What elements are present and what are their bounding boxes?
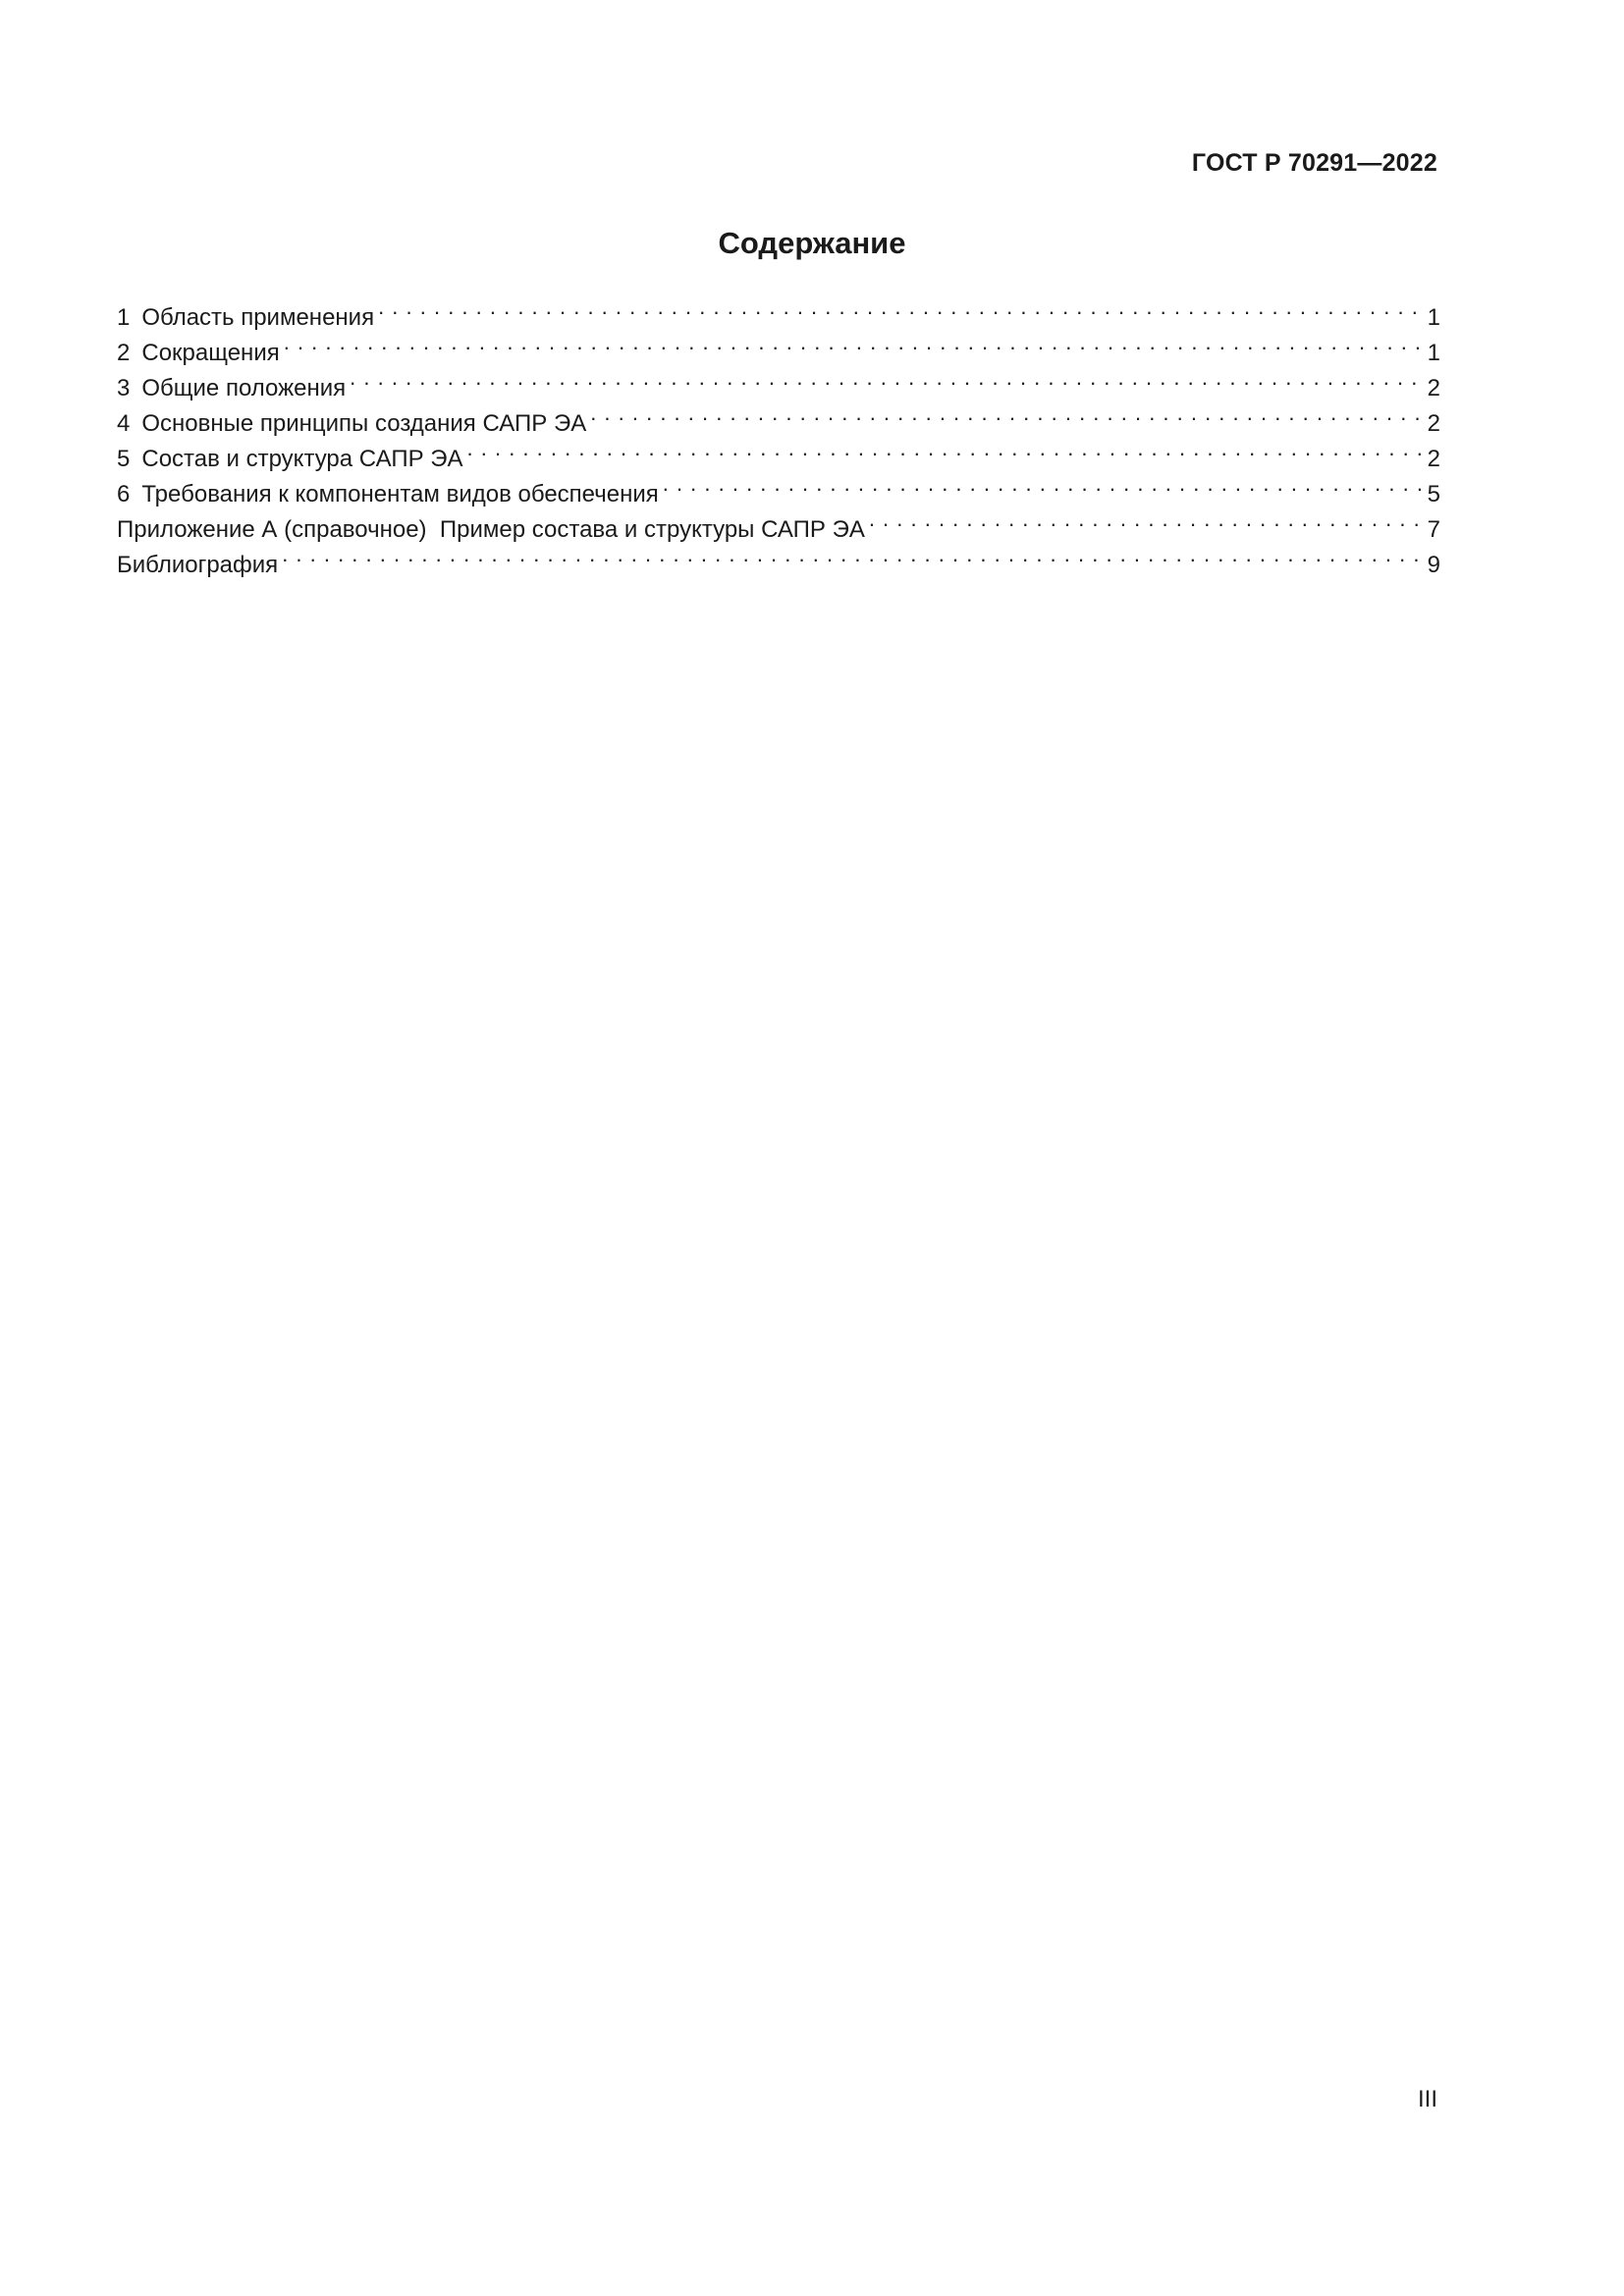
toc-entry-abbreviations[interactable] [117,325,1440,366]
toc-entry-label [117,548,278,583]
toc-entry-bibliography[interactable] [117,537,1440,578]
toc-dot-leader [284,325,1424,360]
toc-entry-page: 5 [1427,481,1440,507]
toc-entry-page: 2 [1427,375,1440,401]
toc-dot-leader [590,396,1423,431]
toc-entry-number: 4 [117,410,131,437]
toc-entry-title: Приложение А (справочное) Пример состава и структуры САПР ЭА [117,516,865,543]
toc-entry-title: Библиография [117,552,279,578]
toc-entry-title: Основные принципы создания САПР ЭА [141,410,587,437]
toc-entry-title: Область применения [141,304,375,331]
toc-entry-page: 1 [1427,340,1440,366]
toc-entry-page: 2 [1427,410,1440,437]
toc-entry-label [117,442,463,477]
toc-entry-page: 1 [1427,304,1440,331]
toc-entry-title: Требования к компонентам видов обеспечения [141,481,659,507]
toc-entry-title: Общие положения [141,375,347,401]
toc-entry-page: 2 [1427,446,1440,472]
toc-dot-leader [467,431,1424,466]
toc-entry-label [117,336,280,371]
toc-entry-general[interactable] [117,360,1440,401]
toc-title: Содержание [718,226,906,260]
page-number: III [1417,2086,1437,2112]
toc-entry-number: 1 [117,304,131,331]
toc-entry-number: 5 [117,446,131,472]
toc-dot-leader [869,502,1424,537]
toc-entry-label [117,477,659,512]
toc-entry-scope[interactable] [117,290,1440,331]
toc-entry-page: 9 [1427,552,1440,578]
toc-entry-title: Сокращения [141,340,280,366]
toc-entry-label [117,371,346,406]
toc-dot-leader [350,360,1423,396]
toc-entry-page: 7 [1427,516,1440,543]
toc-entry-number: 6 [117,481,131,507]
standard-id-header: ГОСТ Р 70291—2022 [1191,149,1437,177]
toc-entry-title: Состав и структура САПР ЭА [141,446,463,472]
toc-dot-leader [282,537,1423,572]
toc-dot-leader [378,290,1424,325]
toc-entry-number: 2 [117,340,131,366]
toc-dot-leader [663,466,1424,502]
toc-list [117,290,1440,578]
toc-entry-number: 3 [117,375,131,401]
